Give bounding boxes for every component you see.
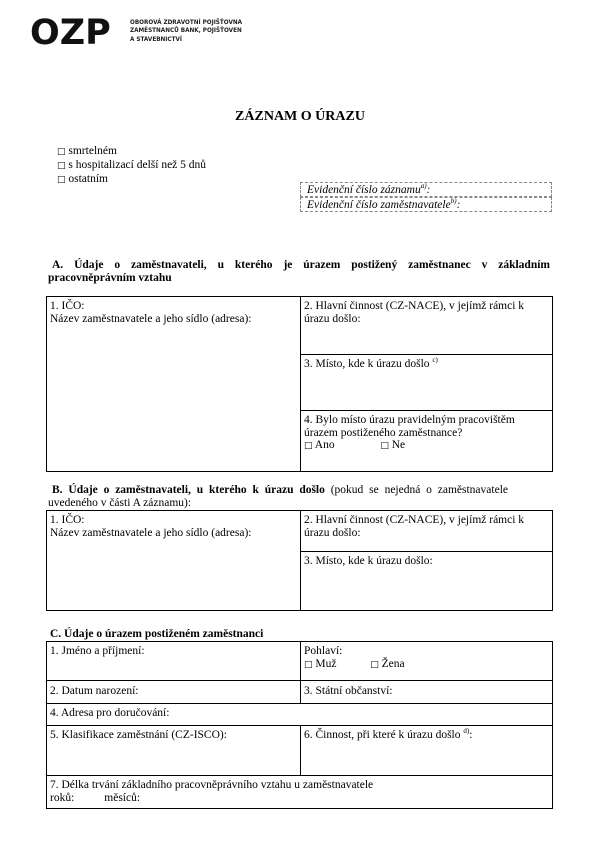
gender-female[interactable]: □ Žena [370, 657, 405, 670]
checkbox-icon[interactable]: □ [370, 659, 379, 670]
section-b-heading: B. Údaje o zaměstnavateli, u kterého k úrazu došlo (pokud se nejedná o zaměstnavatele uvedeného v části A záznamu): [48, 484, 508, 509]
injury-type-options [57, 145, 206, 187]
ozp-logo: OZP [30, 13, 111, 53]
section-c-heading: C. Údaje o úrazem postiženém zaměstnanci [50, 628, 264, 640]
section-b-activity-cell[interactable]: 2. Hlavní činnost (CZ-NACE), v jejímž rámci k úrazu došlo: [304, 514, 525, 539]
document-title: ZÁZNAM O ÚRAZU [235, 109, 365, 124]
section-a-divider [300, 296, 301, 472]
checkbox-icon[interactable]: □ [304, 441, 313, 451]
section-b-ico-label: 1. IČO: [50, 514, 85, 526]
employer-number-field[interactable]: Evidenční číslo zaměstnavatele$^{b)}$: [300, 197, 552, 212]
gender-cell: Pohlaví: □ Muž □ Žena [304, 645, 405, 670]
citizenship-cell[interactable]: 3. Státní občanství: [304, 685, 393, 697]
section-a-heading: A. Údaje o zaměstnavateli, u kterého je úrazem postižený zaměstnanec v základním pracovněprávním vztahu [48, 259, 550, 284]
employment-duration-cell[interactable]: 7. Délka trvání základního pracovněprávního vztahu u zaměstnavatele roků: měsíců: [50, 779, 374, 804]
section-b-place-cell[interactable]: 3. Místo, kde k úrazu došlo: [304, 555, 433, 567]
activity-cell[interactable]: 6. Činnost, při které k úrazu došlo $^{d)}$: [304, 727, 473, 741]
checkbox-icon[interactable]: □ [57, 175, 66, 185]
answer-yes[interactable]: □ Ano [304, 439, 335, 451]
checkbox-icon[interactable]: □ [57, 161, 66, 171]
section-b-employer-cell[interactable] [50, 514, 295, 539]
section-a-name-label: Název zaměstnavatele a jeho sídlo (adresa): [50, 312, 252, 325]
months-label: měsíců: [104, 791, 141, 804]
birth-date-cell[interactable]: 2. Datum narození: [50, 685, 139, 697]
section-a-activity-cell[interactable]: 2. Hlavní činnost (CZ-NACE), v jejímž rámci k úrazu došlo: [304, 300, 525, 325]
answer-no[interactable]: □ Ne [380, 439, 406, 451]
section-a-ico-label: 1. IČO: [50, 300, 85, 312]
section-a-regular-workplace-cell: 4. Bylo místo úrazu pravidelným pracovištěm úrazem postiženého zaměstnance? □ Ano □ Ne [304, 414, 515, 451]
checkbox-icon[interactable]: □ [57, 147, 66, 157]
organization-name [130, 19, 280, 44]
section-a-employer-cell[interactable] [50, 300, 295, 325]
section-a-place-cell[interactable]: 3. Místo, kde k úrazu došlo $^{c)}$ [304, 356, 438, 370]
checkbox-icon[interactable]: □ [304, 659, 313, 670]
section-b-name-label: Název zaměstnavatele a jeho sídlo (adresa): [50, 526, 252, 539]
employee-name-cell[interactable]: 1. Jméno a příjmení: [50, 645, 145, 657]
org-line-1: OBOROVÁ ZDRAVOTNÍ POJIŠŤOVNA [130, 20, 243, 26]
classification-cell[interactable]: 5. Klasifikace zaměstnání (CZ-ISCO): [50, 729, 227, 741]
option-fatal[interactable]: □ smrtelném [57, 145, 117, 157]
org-line-2: ZAMĚSTNANCŮ BANK, POJIŠŤOVEN [130, 28, 242, 35]
gender-male[interactable]: □ Muž [304, 657, 337, 670]
option-other[interactable]: □ ostatním [57, 173, 109, 185]
address-cell[interactable]: 4. Adresa pro doručování: [50, 707, 170, 719]
org-line-3: A STAVEBNICTVÍ [130, 36, 182, 43]
record-number-field[interactable]: Evidenční číslo záznamu$^{a)}$: [300, 182, 552, 197]
checkbox-icon[interactable]: □ [380, 441, 389, 451]
years-label: roků: [50, 791, 75, 804]
option-hospitalization[interactable]: □ s hospitalizací delší než 5 dnů [57, 159, 207, 171]
